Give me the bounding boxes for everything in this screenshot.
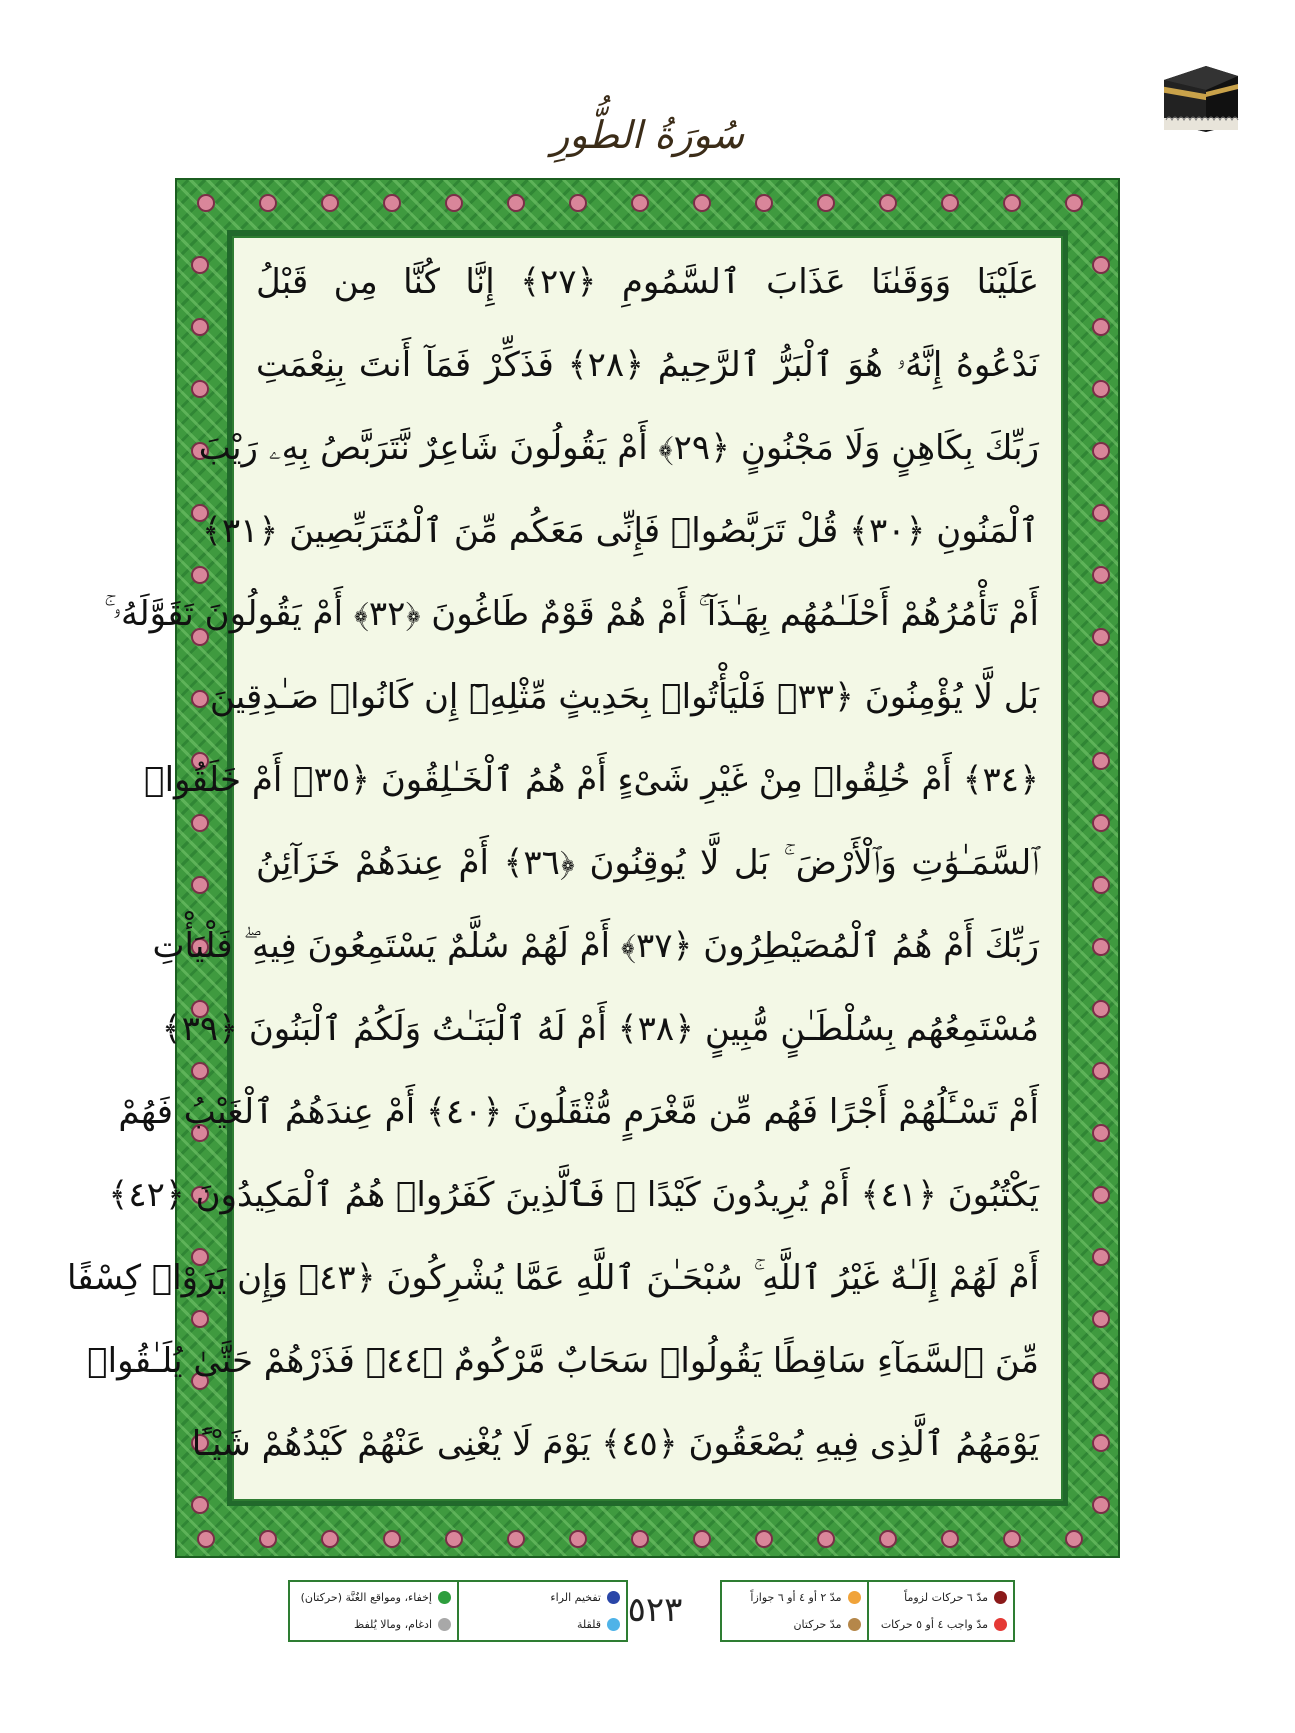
tajweed-legend-right	[720, 1580, 1015, 1642]
legend-label: ادغام، ومالا يُلفظ	[354, 1618, 432, 1631]
rose-ornament	[191, 380, 209, 398]
verse-line: مُسْتَمِعُهُم بِسُلْطَـٰنٍ مُّبِينٍ ﴿٣٨﴾ أَمْ لَهُ ٱلْبَنَـٰتُ وَلَكُمُ ٱلْبَنُونَ ﴿٣٩﴾	[161, 1009, 1039, 1049]
quran-text-area	[66, 236, 1063, 1501]
rose-ornament	[191, 876, 209, 894]
rose-ornament	[631, 1530, 649, 1548]
rose-ornament	[693, 1530, 711, 1548]
legend-item	[465, 1591, 620, 1604]
verse-line: رَبِّكَ أَمْ هُمُ ٱلْمُصَيْطِرُونَ ﴿٣٧﴾ أَمْ لَهُمْ سُلَّمٌ يَسْتَمِعُونَ فِيهِ ۖ فَلْيَأْتِ	[152, 926, 1039, 966]
rose-ornament	[755, 1530, 773, 1548]
legend-label: مدّ ٢ أو ٤ أو ٦ جوازاً	[750, 1591, 842, 1604]
rose-ornament	[1092, 628, 1110, 646]
verse-line: نَدْعُوهُ إِنَّهُۥ هُوَ ٱلْبَرُّ ٱلرَّحِيمُ ﴿٢٨﴾ فَذَكِّرْ فَمَآ أَنتَ بِنِعْمَتِ	[256, 345, 1039, 385]
rose-ornament	[1092, 1186, 1110, 1204]
surah-title: سُورَةُ الطُّورِ	[550, 113, 745, 157]
rose-ornament	[1003, 194, 1021, 212]
rose-ornament	[191, 690, 209, 708]
legend-label: مدّ ٦ حركات لزوماً	[904, 1591, 988, 1604]
rose-ornament	[507, 194, 525, 212]
rose-ornament	[1003, 1530, 1021, 1548]
legend-column	[722, 1582, 867, 1640]
rose-ornament	[693, 194, 711, 212]
rose-ornament	[1092, 442, 1110, 460]
rose-ornament	[1092, 256, 1110, 274]
verse-line: رَبِّكَ بِكَاهِنٍ وَلَا مَجْنُونٍ ﴿٢٩﴾ أَمْ يَقُولُونَ شَاعِرٌ نَّتَرَبَّصُ بِهِۦ رَيْبَ	[198, 428, 1039, 468]
dot-icon	[994, 1618, 1007, 1631]
legend-item	[728, 1618, 861, 1631]
verse-lines	[66, 238, 1061, 1499]
rose-ornament	[197, 194, 215, 212]
rose-ornament	[941, 1530, 959, 1548]
rose-ornament	[259, 1530, 277, 1548]
rose-ornament	[1092, 318, 1110, 336]
rose-ornament	[1092, 504, 1110, 522]
rose-ornament	[197, 1530, 215, 1548]
verse-line: بَل لَّا يُؤْمِنُونَ ﴿٣٣﴾ فَلْيَأْتُوا۟ بِحَدِيثٍ مِّثْلِهِۦٓ إِن كَانُوا۟ صَـٰدِقِينَ	[209, 677, 1039, 717]
verse-line: مِّنَ ٱلسَّمَآءِ سَاقِطًا يَقُولُوا۟ سَحَابٌ مَّرْكُومٌ ﴿٤٤﴾ فَذَرْهُمْ حَتَّىٰ يُلَـٰقُوا۟	[87, 1341, 1039, 1381]
page-number: ٥٢٣	[627, 1590, 683, 1630]
rose-ornament	[1092, 1372, 1110, 1390]
rose-ornament	[941, 194, 959, 212]
legend-item	[875, 1618, 1008, 1631]
rose-ornament	[445, 1530, 463, 1548]
rose-ornament	[1092, 876, 1110, 894]
verse-line: عَلَيْنَا وَوَقَىٰنَا عَذَابَ ٱلسَّمُومِ ﴿٢٧﴾ إِنَّا كُنَّا مِن قَبْلُ	[256, 262, 1039, 302]
rose-ornament	[1092, 1124, 1110, 1142]
rose-ornament	[191, 1496, 209, 1514]
rose-ornament	[1092, 1000, 1110, 1018]
rose-ornament	[191, 318, 209, 336]
legend-label: قلقلة	[576, 1618, 601, 1631]
rose-ornament	[1065, 194, 1083, 212]
legend-column	[867, 1582, 1014, 1640]
legend-item	[875, 1591, 1008, 1604]
legend-label: تفخيم الراء	[550, 1591, 601, 1604]
rose-ornament	[507, 1530, 525, 1548]
verse-line: يَكْتُبُونَ ﴿٤١﴾ أَمْ يُرِيدُونَ كَيْدًا ۖ فَٱلَّذِينَ كَفَرُوا۟ هُمُ ٱلْمَكِيدُونَ ﴿٤٢﴾	[108, 1175, 1039, 1215]
rose-ornament	[1065, 1530, 1083, 1548]
dot-icon	[994, 1591, 1007, 1604]
verse-line: أَمْ تَسْـَٔلُهُمْ أَجْرًا فَهُم مِّن مَّغْرَمٍ مُّثْقَلُونَ ﴿٤٠﴾ أَمْ عِندَهُمُ ٱلْغَيْبُ فَهُمْ	[118, 1092, 1039, 1132]
legend-item	[465, 1618, 620, 1631]
legend-label: مدّ واجب ٤ أو ٥ حركات	[880, 1618, 988, 1631]
rose-ornament	[1092, 690, 1110, 708]
rose-ornament	[1092, 938, 1110, 956]
verse-line: يَوْمَهُمُ ٱلَّذِى فِيهِ يُصْعَقُونَ ﴿٤٥﴾ يَوْمَ لَا يُغْنِى عَنْهُمْ كَيْدُهُمْ شَيْـًٔا	[191, 1424, 1039, 1464]
rose-ornament	[1092, 1248, 1110, 1266]
rose-ornament	[879, 194, 897, 212]
kaaba-icon	[1160, 62, 1242, 134]
rose-ornament	[1092, 380, 1110, 398]
rose-ornament	[321, 1530, 339, 1548]
rose-ornament	[321, 194, 339, 212]
rose-ornament	[1092, 1434, 1110, 1452]
rose-ornament	[191, 814, 209, 832]
rose-ornament	[259, 194, 277, 212]
rose-ornament	[755, 194, 773, 212]
dot-icon	[438, 1591, 451, 1604]
legend-column	[290, 1582, 457, 1640]
verse-line: ﴿٣٤﴾ أَمْ خُلِقُوا۟ مِنْ غَيْرِ شَىْءٍ أَمْ هُمُ ٱلْخَـٰلِقُونَ ﴿٣٥﴾ أَمْ خَلَقُوا۟	[144, 760, 1039, 800]
rose-ornament	[383, 1530, 401, 1548]
rose-ornament	[1092, 1062, 1110, 1080]
dot-icon	[848, 1618, 861, 1631]
verse-line: أَمْ لَهُمْ إِلَـٰهٌ غَيْرُ ٱللَّهِ ۚ سُبْحَـٰنَ ٱللَّهِ عَمَّا يُشْرِكُونَ ﴿٤٣﴾ وَإِن يَرَوْا۟ كِسْفًا	[66, 1258, 1039, 1298]
rose-ornament	[569, 194, 587, 212]
rose-ornament	[817, 1530, 835, 1548]
rose-ornament	[1092, 1496, 1110, 1514]
verse-line: ٱلْمَنُونِ ﴿٣٠﴾ قُلْ تَرَبَّصُوا۟ فَإِنِّى مَعَكُم مِّنَ ٱلْمُتَرَبِّصِينَ ﴿٣١﴾	[201, 511, 1039, 551]
dot-icon	[848, 1591, 861, 1604]
rose-ornament	[1092, 1310, 1110, 1328]
rose-ornament	[445, 194, 463, 212]
rose-ornament	[879, 1530, 897, 1548]
tajweed-legend-left	[288, 1580, 628, 1642]
dot-icon	[438, 1618, 451, 1631]
verse-line: أَمْ تَأْمُرُهُمْ أَحْلَـٰمُهُم بِهَـٰذَآ ۚ أَمْ هُمْ قَوْمٌ طَاغُونَ ﴿٣٢﴾ أَمْ يَقُولُونَ تَقَوَّلَهُۥ ۚ	[103, 594, 1039, 634]
rose-ornament	[1092, 814, 1110, 832]
rose-ornament	[1092, 566, 1110, 584]
rose-ornament	[383, 194, 401, 212]
legend-label: إخفاء، ومواقع الغُنَّة (حركتان)	[300, 1591, 432, 1604]
rose-ornament	[817, 194, 835, 212]
rose-ornament	[191, 256, 209, 274]
legend-item	[296, 1591, 451, 1604]
rose-ornament	[569, 1530, 587, 1548]
legend-item	[296, 1618, 451, 1631]
rose-ornament	[1092, 752, 1110, 770]
rose-ornament	[631, 194, 649, 212]
legend-column	[457, 1582, 626, 1640]
legend-label: مدّ حركتان	[793, 1618, 842, 1631]
verse-line: ٱلسَّمَـٰوَٰتِ وَٱلْأَرْضَ ۚ بَل لَّا يُوقِنُونَ ﴿٣٦﴾ أَمْ عِندَهُمْ خَزَآئِنُ	[256, 843, 1039, 883]
legend-item	[728, 1591, 861, 1604]
